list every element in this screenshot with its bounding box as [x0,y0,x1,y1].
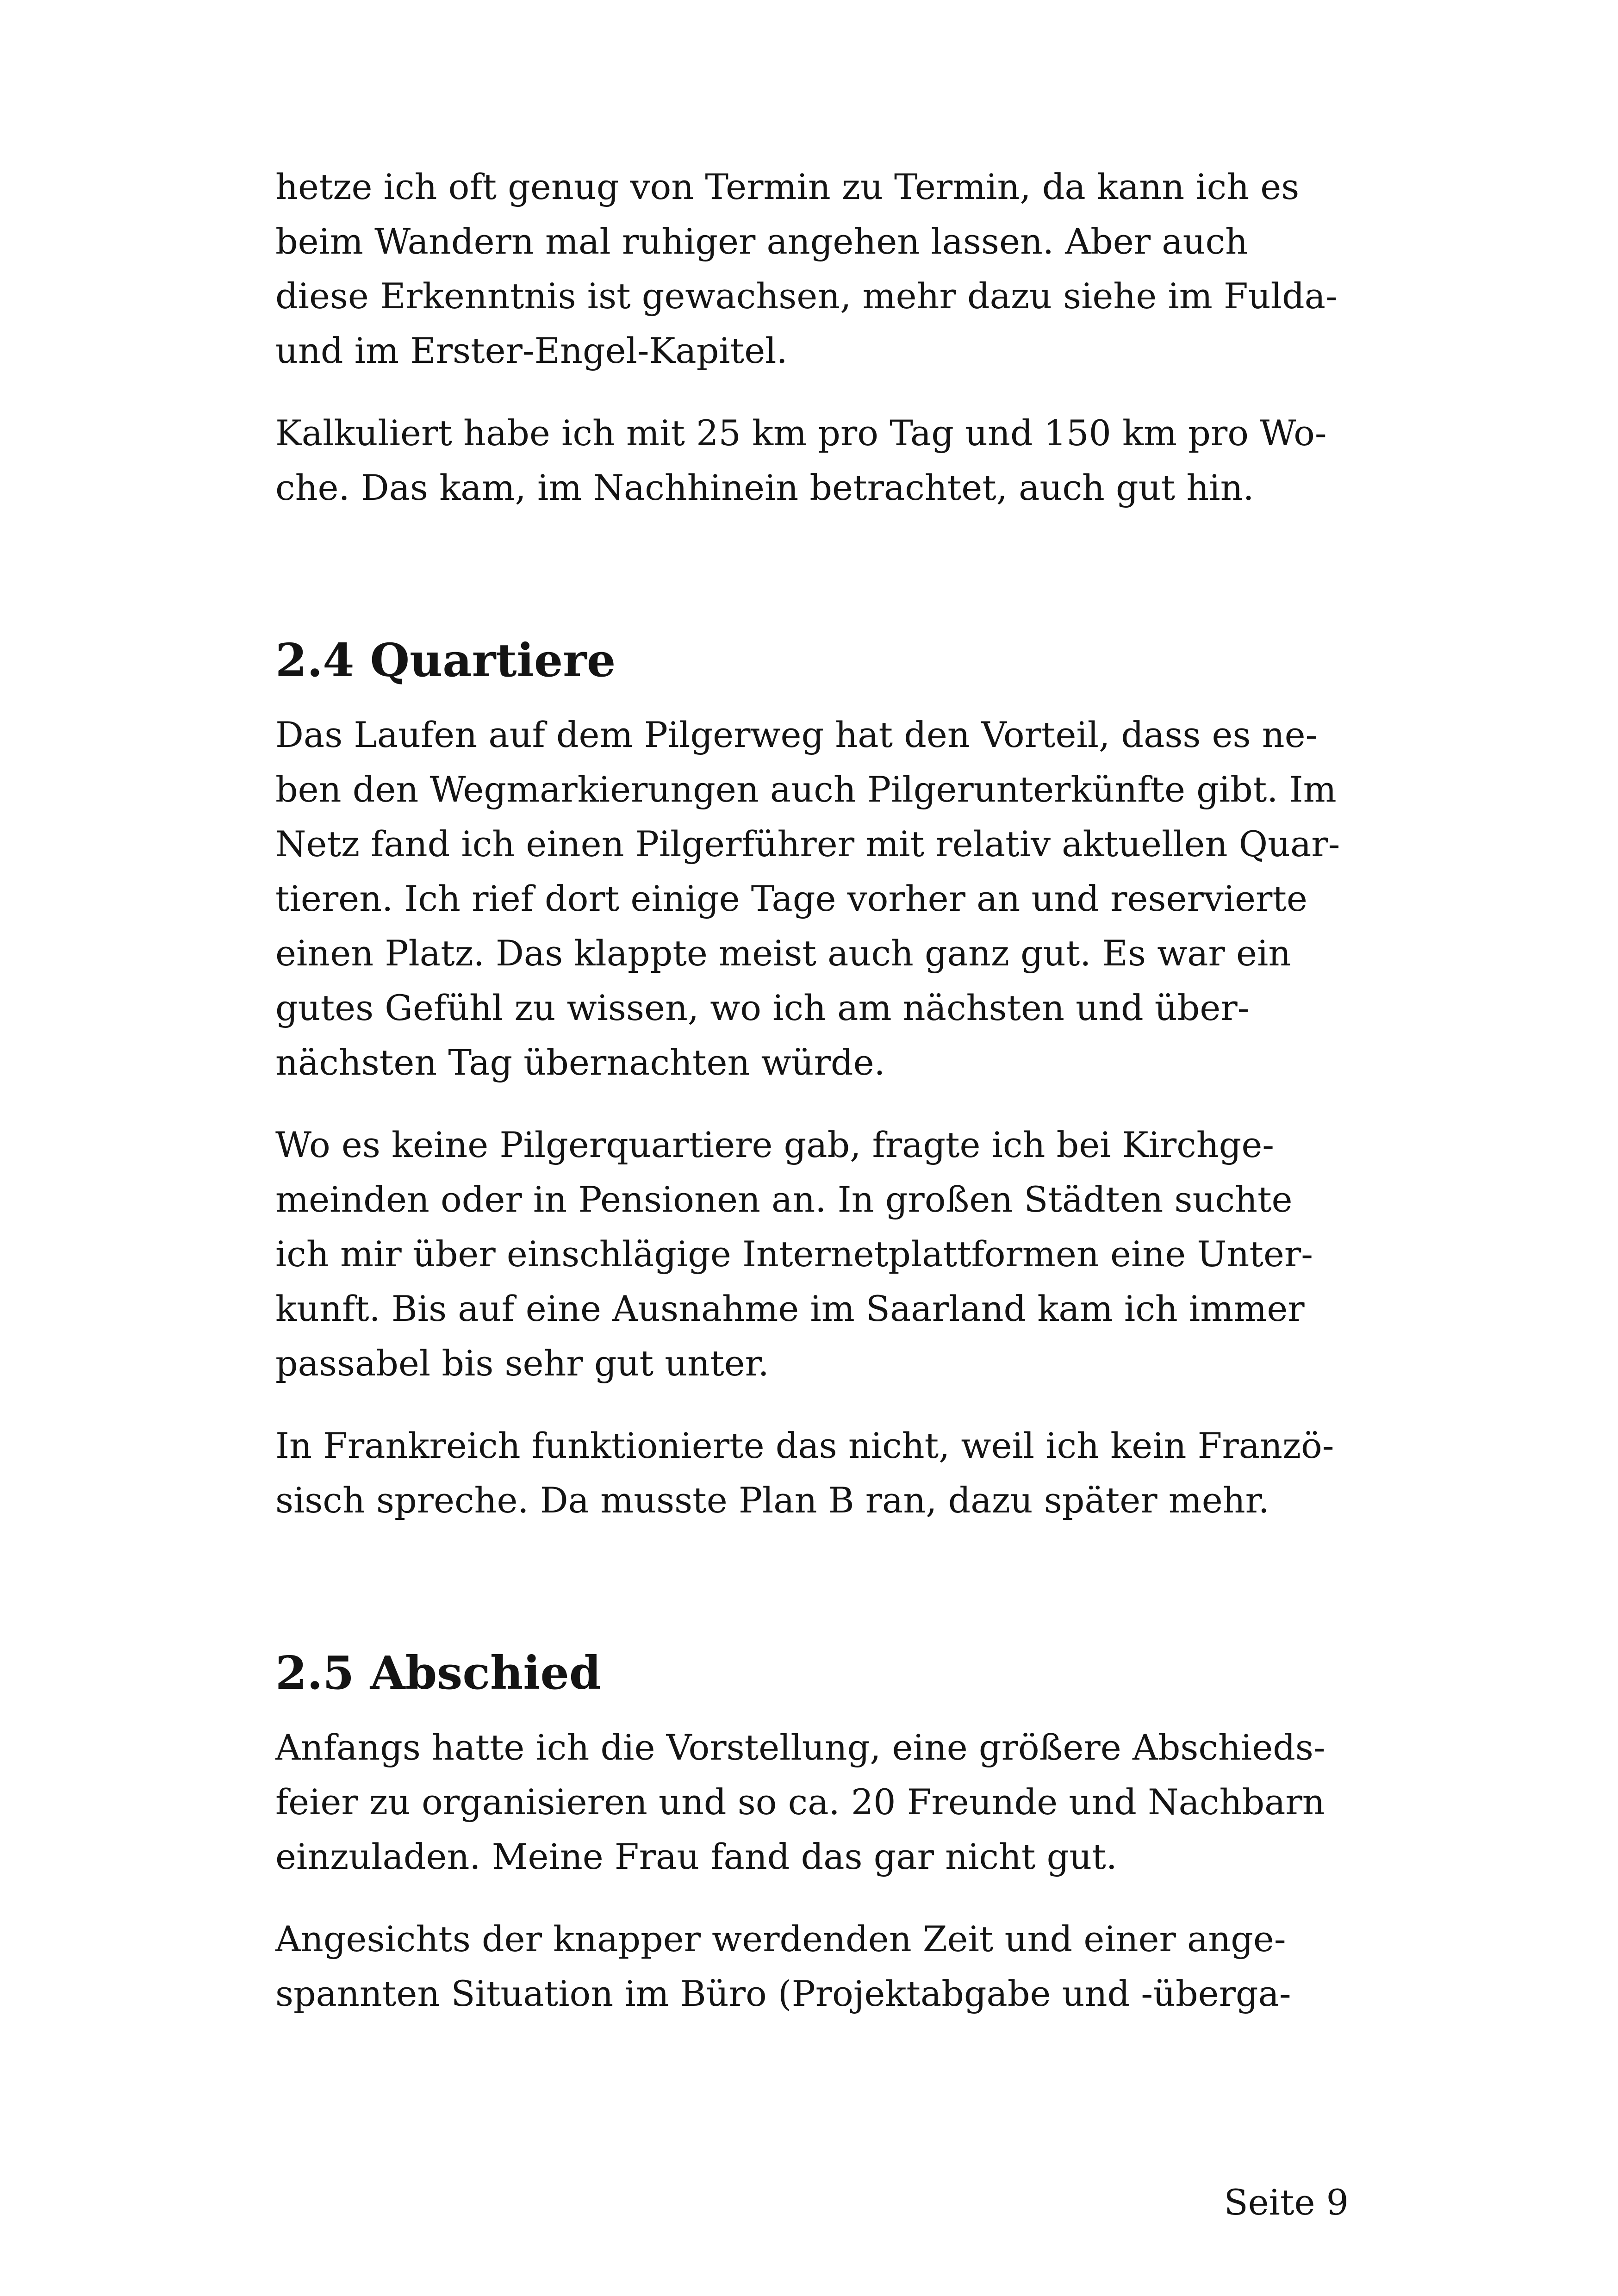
text-line: gutes Gefühl zu wissen, wo ich am nächsten und über- [275,987,1250,1028]
intro-paragraph-2 [275,406,1349,515]
abschied-paragraph-2 [275,1912,1349,2021]
text-line: tieren. Ich rief dort einige Tage vorher an und reservierte [275,878,1307,919]
text-line: Anfangs hatte ich die Vorstellung, eine größere Abschieds- [275,1727,1326,1768]
text-line: diese Erkenntnis ist gewachsen, mehr dazu siehe im Fulda- [275,275,1338,317]
intro-paragraph-1 [275,160,1349,378]
heading-spacer [275,691,1349,708]
text-line: nächsten Tag übernachten würde. [275,1042,885,1083]
section-heading-abschied: 2.5 Abschied [275,1647,601,1700]
text-line: ben den Wegmarkierungen auch Pilgerunterkünfte gibt. Im [275,769,1337,810]
quartiere-paragraph-2 [275,1118,1349,1391]
section-spacer [275,1528,1349,1643]
paragraph-spacer [275,1391,1349,1419]
page-content [275,160,1349,2021]
text-line: beim Wandern mal ruhiger angehen lassen. Aber auch [275,221,1248,262]
text-line: Angesichts der knapper werdenden Zeit und einer ange- [275,1918,1286,1960]
text-line: spannten Situation im Büro (Projektabgabe und -überga- [275,1973,1291,2014]
text-line: meinden oder in Pensionen an. In großen Städten suchte [275,1179,1293,1220]
text-line: einen Platz. Das klappte meist auch ganz gut. Es war ein [275,933,1291,974]
text-line: Wo es keine Pilgerquartiere gab, fragte ich bei Kirchge- [275,1124,1274,1165]
section-spacer [275,515,1349,631]
page-number: Seite 9 [1224,2182,1349,2223]
text-line: feier zu organisieren und so ca. 20 Freunde und Nachbarn [275,1781,1325,1823]
text-line: In Frankreich funktionierte das nicht, weil ich kein Franzö- [275,1425,1334,1466]
heading-spacer [275,1704,1349,1720]
text-line: sisch spreche. Da musste Plan B ran, dazu später mehr. [275,1480,1270,1521]
text-line: Kalkuliert habe ich mit 25 km pro Tag und 150 km pro Wo- [275,412,1327,454]
paragraph-spacer [275,378,1349,406]
section-heading-quartiere: 2.4 Quartiere [275,634,616,687]
text-line: einzuladen. Meine Frau fand das gar nicht gut. [275,1836,1117,1877]
paragraph-spacer [275,1090,1349,1118]
text-line: hetze ich oft genug von Termin zu Termin, da kann ich es [275,166,1300,207]
text-line: Das Laufen auf dem Pilgerweg hat den Vorteil, dass es ne- [275,714,1318,755]
text-line: che. Das kam, im Nachhinein betrachtet, auch gut hin. [275,467,1254,508]
text-line: kunft. Bis auf eine Ausnahme im Saarland kam ich immer [275,1288,1305,1329]
quartiere-paragraph-3 [275,1419,1349,1528]
text-line: und im Erster-Engel-Kapitel. [275,330,788,371]
text-line: Netz fand ich einen Pilgerführer mit relativ aktuellen Quar- [275,823,1340,865]
paragraph-spacer [275,1884,1349,1912]
text-line: passabel bis sehr gut unter. [275,1343,769,1384]
text-line: ich mir über einschlägige Internetplattformen eine Unter- [275,1233,1313,1275]
abschied-paragraph-1 [275,1720,1349,1884]
quartiere-paragraph-1 [275,708,1349,1090]
